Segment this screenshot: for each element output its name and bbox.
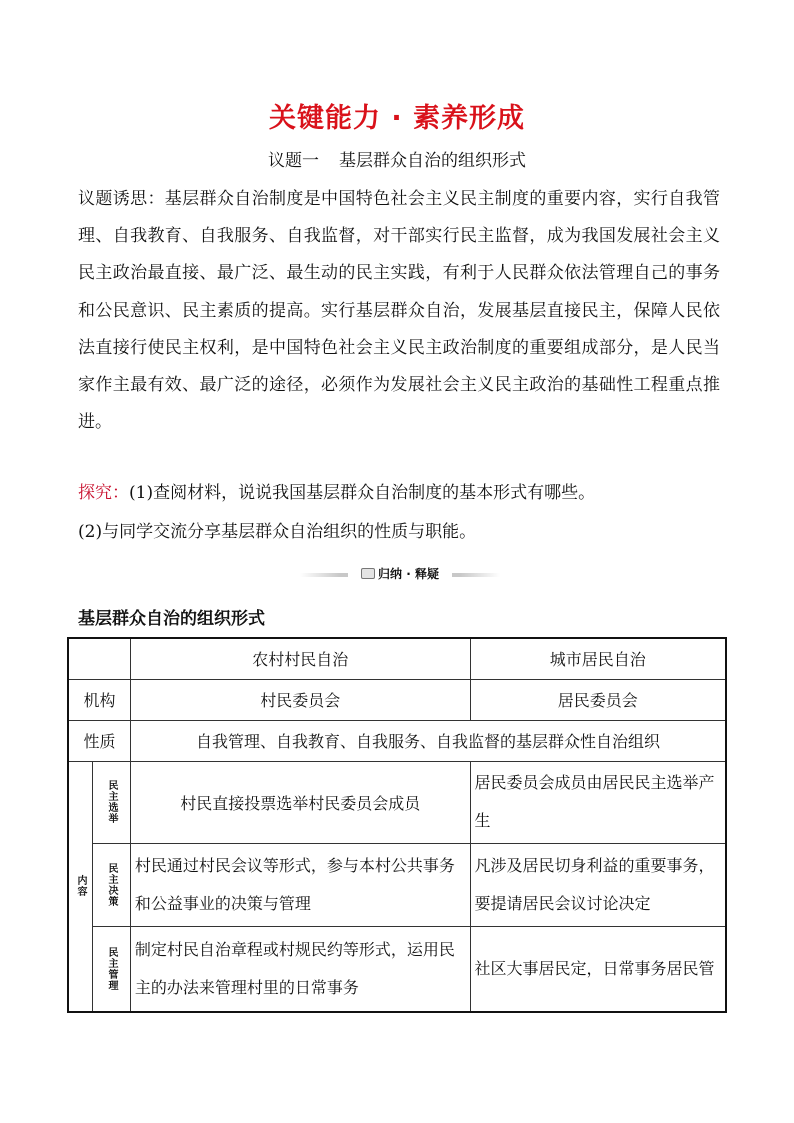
summary-banner <box>300 563 500 585</box>
header-rural: 农村村民自治 <box>130 638 470 679</box>
intro-paragraph: 议题诱思：基层群众自治制度是中国特色社会主义民主制度的重要内容，实行自我管理、自我教育、自我服务、自我监督，对干部实行民主监督，成为我国发展社会主义民主政治最直接、最广泛、最生动的民主实践，有利于人民群众依法管理自己的事务和公民意识、民主素质的提高。实行基层群众自治，发展基层直接民主，保障人民依法直接行使民主权利，是中国特色社会主义民主政治制度的重要组成部分，是人民当家作主最有效、最广泛的途径，必须作为发展社会主义民主政治的基础性工程重点推进。 <box>78 189 720 433</box>
election-label-cell <box>93 761 131 843</box>
banner-label <box>348 565 452 583</box>
table-row-election <box>68 761 726 843</box>
content-label: 内容 <box>75 875 86 898</box>
nature-value: 自我管理、自我教育、自我服务、自我监督的基层群众性自治组织 <box>130 720 726 761</box>
row-label-organization: 机构 <box>68 679 130 720</box>
organization-urban: 居民委员会 <box>470 679 726 720</box>
topic-title <box>0 146 794 171</box>
decision-label-cell <box>93 843 131 926</box>
explore-question-1 <box>78 478 595 503</box>
table-row-nature <box>68 720 726 761</box>
decision-rural: 村民通过村民会议等形式，参与本村公共事务和公益事业的决策与管理 <box>130 843 470 926</box>
election-rural: 村民直接投票选举村民委员会成员 <box>130 761 470 843</box>
book-icon <box>361 568 375 579</box>
table-corner-cell <box>68 638 130 679</box>
decision-label: 民主决策 <box>105 862 117 907</box>
row-label-nature: 性质 <box>68 720 130 761</box>
table-row-decision <box>68 843 726 926</box>
election-label: 民主选举 <box>105 780 117 824</box>
main-title: 关键能力 · 素养形成 <box>268 103 526 134</box>
management-rural: 制定村民自治章程或村规民约等形式，运用民主的办法来管理村里的日常事务 <box>130 926 470 1012</box>
content-label-cell <box>68 761 93 1012</box>
section-heading: 基层群众自治的组织形式 <box>78 609 265 629</box>
topic-text: 基层群众自治的组织形式 <box>339 151 526 171</box>
table-row-management <box>68 926 726 1012</box>
election-urban: 居民委员会成员由居民民主选举产生 <box>470 761 726 843</box>
table-row-organization <box>68 679 726 720</box>
management-urban: 社区大事居民定，日常事务居民管 <box>470 926 726 1012</box>
table-header-row <box>68 638 726 679</box>
explore-label: 探究： <box>78 483 129 503</box>
organization-rural: 村民委员会 <box>130 679 470 720</box>
banner-text: 归纳 · 释疑 <box>378 567 439 581</box>
decision-urban: 凡涉及居民切身利益的重要事务，要提请居民会议讨论决定 <box>470 843 726 926</box>
management-label-cell <box>93 926 131 1012</box>
header-urban: 城市居民自治 <box>470 638 726 679</box>
topic-label: 议题一 <box>268 151 319 171</box>
comparison-table <box>67 637 727 1013</box>
question-1-text: (1)查阅材料，说说我国基层群众自治制度的基本形式有哪些。 <box>129 483 596 503</box>
explore-question-2: (2)与同学交流分享基层群众自治组织的性质与职能。 <box>78 522 477 542</box>
management-label: 民主管理 <box>105 946 117 991</box>
